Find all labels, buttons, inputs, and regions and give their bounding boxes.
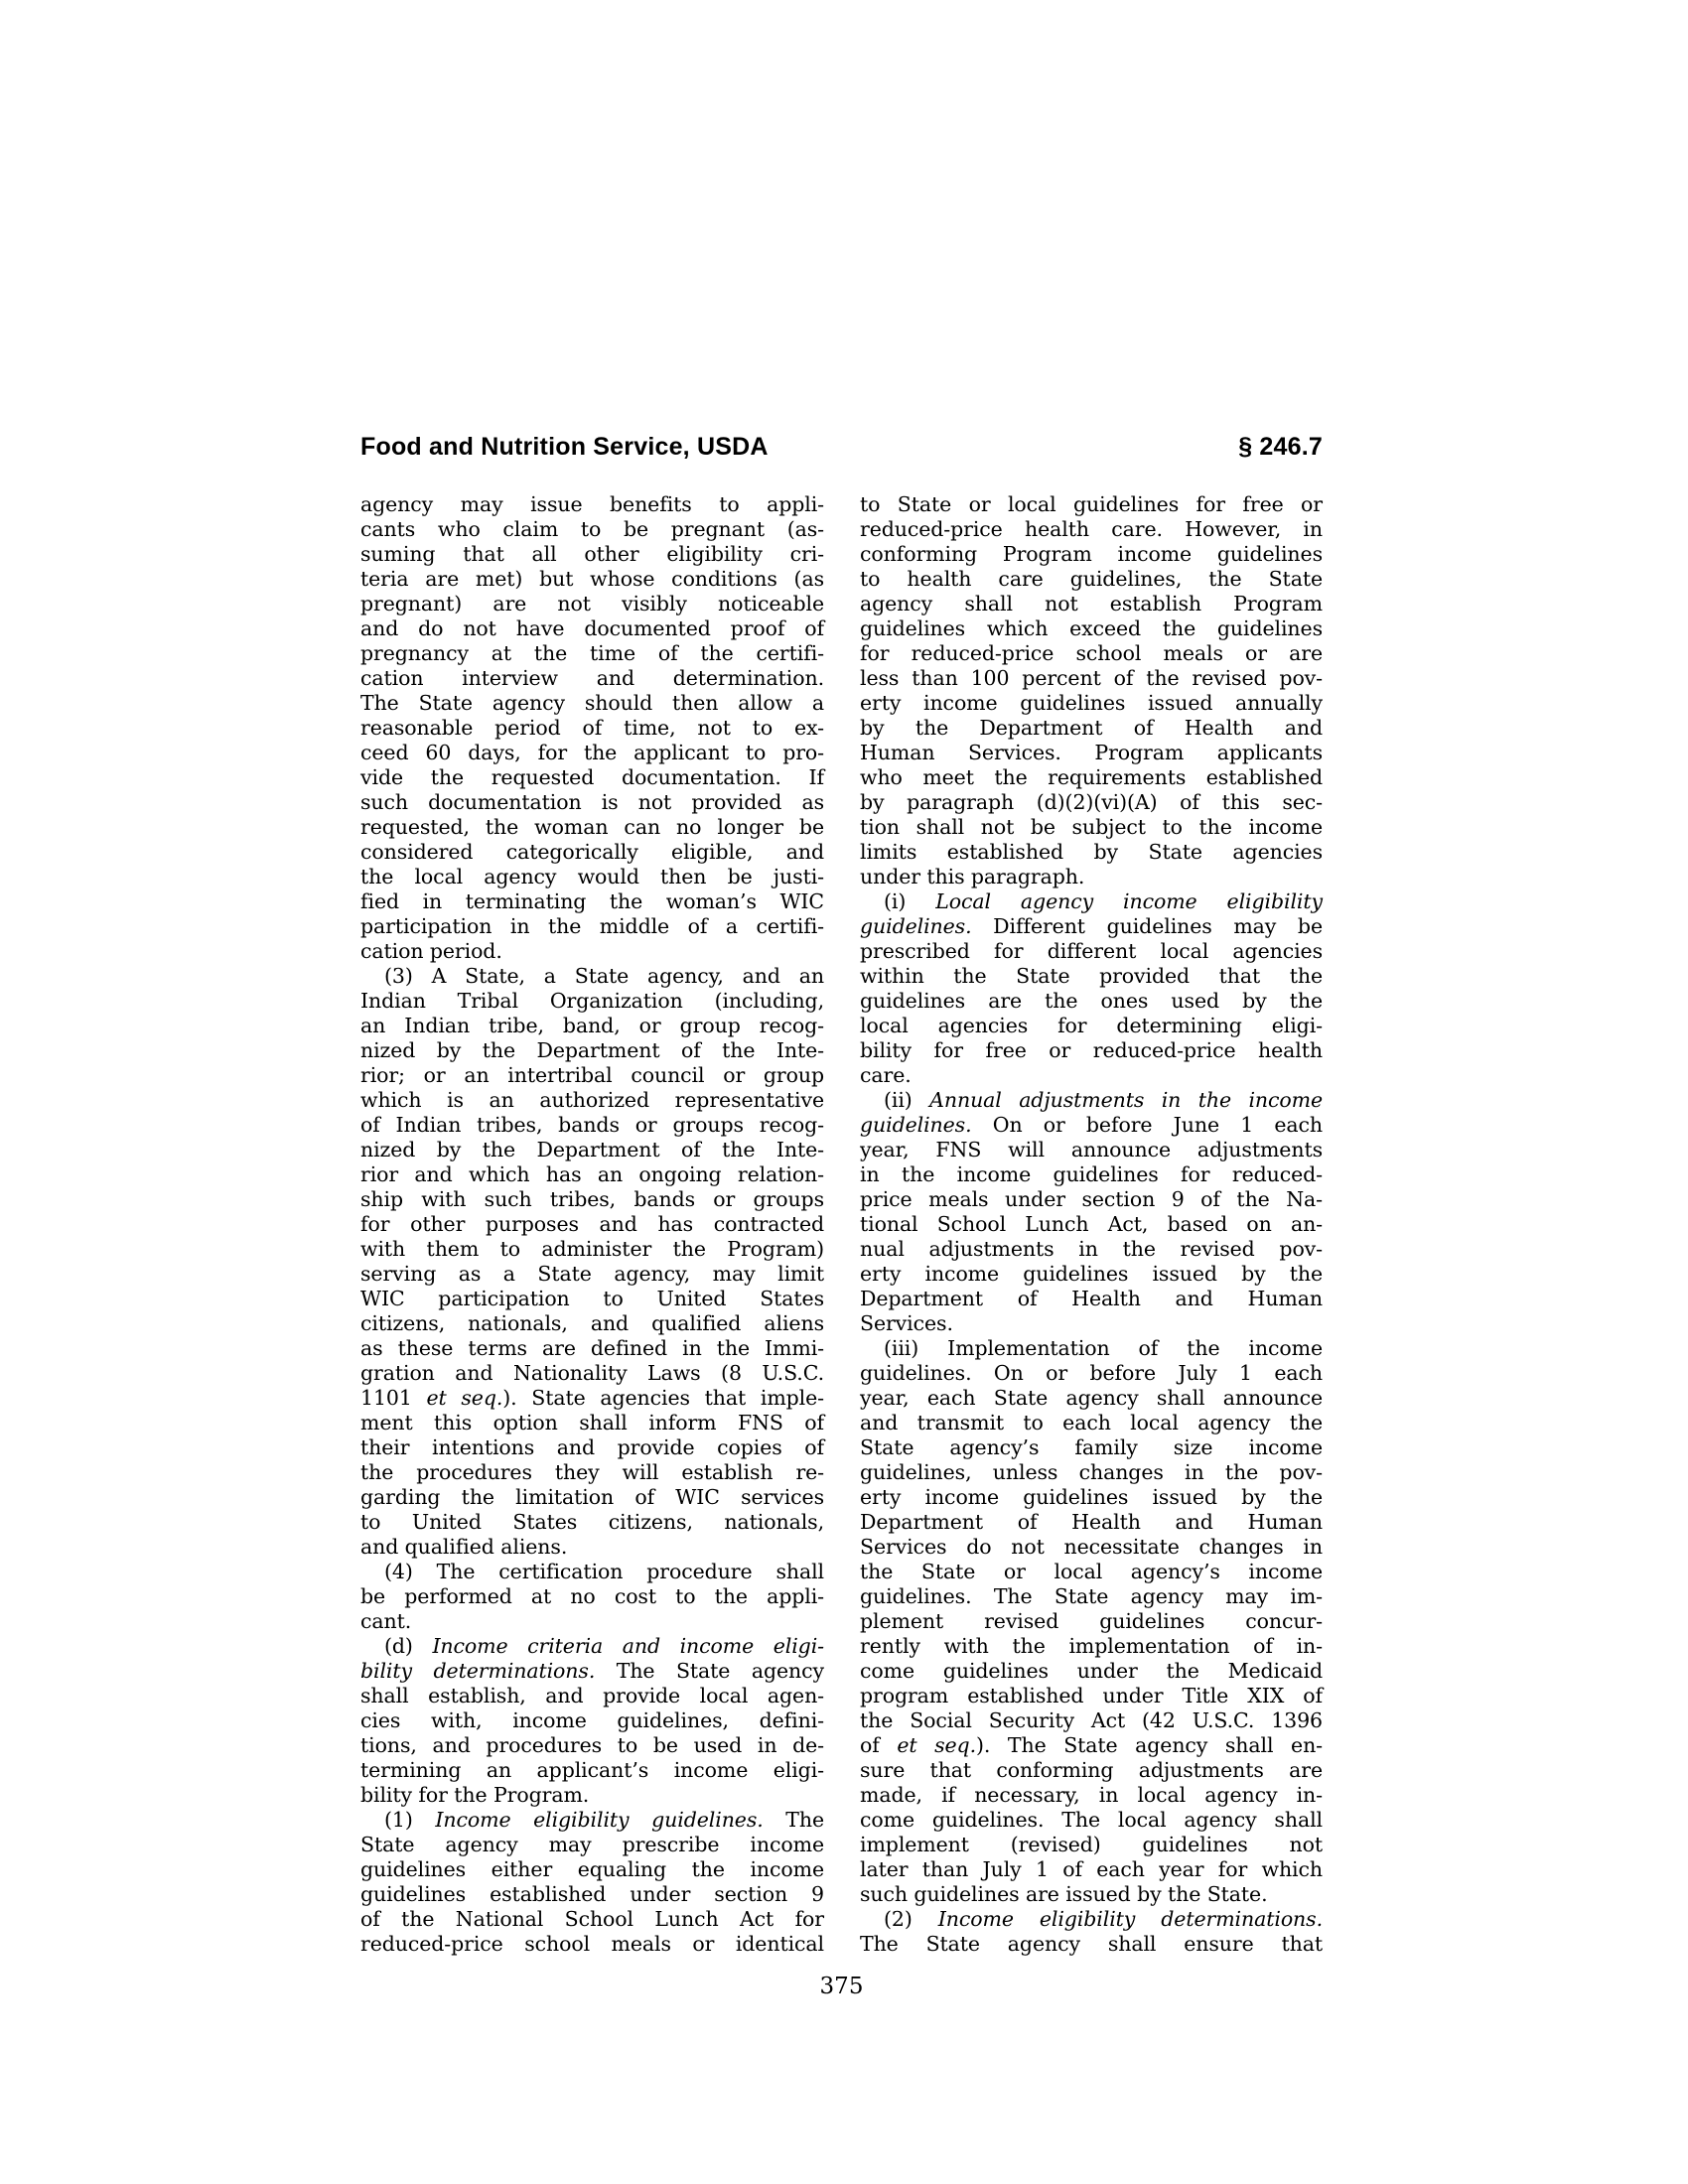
text-line: and do not have documented proof of [360, 616, 824, 640]
text-line: made, if necessary, in local agency in- [860, 1783, 1323, 1807]
text-line: of et seq.). The State agency shall en- [860, 1733, 1323, 1757]
text-line: ship with such tribes, bands or groups [360, 1187, 824, 1211]
text-line: ment this option shall inform FNS of [360, 1411, 824, 1434]
text-line: guidelines either equaling the income [360, 1857, 824, 1881]
text-line: rior; or an intertribal council or group [360, 1063, 824, 1087]
text-line: an Indian tribe, band, or group recog- [360, 1014, 824, 1037]
text-line: limits established by State agencies [860, 840, 1323, 864]
text-line: cant. [360, 1609, 412, 1633]
text-line: guidelines. On or before July 1 each [860, 1361, 1323, 1385]
text-line: Indian Tribal Organization (including, [360, 989, 824, 1013]
text-line: (2) Income eligibility determinations. [884, 1907, 1323, 1931]
header-agency-title: Food and Nutrition Service, USDA [360, 433, 769, 461]
text-line: and transmit to each local agency the [860, 1411, 1323, 1434]
text-line: to State or local guidelines for free or [860, 492, 1323, 516]
text-line: guidelines, unless changes in the pov- [860, 1460, 1323, 1484]
text-line: participation in the middle of a certifi- [360, 914, 824, 938]
text-line: Department of Health and Human [860, 1287, 1323, 1310]
text-line: Department of Health and Human [860, 1510, 1323, 1534]
text-line: cation interview and determination. [360, 666, 824, 690]
text-line: State agency may prescribe income [360, 1833, 824, 1856]
text-line: prescribed for different local agencies [860, 939, 1323, 963]
text-line: guidelines. Different guidelines may be [860, 914, 1323, 938]
text-line: later than July 1 of each year for which [860, 1857, 1323, 1881]
text-line: bility for free or reduced-price health [860, 1038, 1323, 1062]
text-line: reasonable period of time, not to ex- [360, 716, 824, 740]
text-line: (d) Income criteria and income eligi- [384, 1634, 824, 1658]
text-line: care. [860, 1063, 912, 1087]
text-line: nized by the Department of the Inte- [360, 1138, 824, 1161]
text-line: local agencies for determining eligi- [860, 1014, 1323, 1037]
text-line: The State agency should then allow a [360, 691, 824, 715]
text-line: year, each State agency shall announce [860, 1386, 1323, 1410]
text-line: to United States citizens, nationals, [360, 1510, 824, 1534]
text-line: cation period. [360, 939, 502, 963]
text-line: guidelines which exceed the guidelines [860, 616, 1323, 640]
text-line: pregnancy at the time of the certifi- [360, 641, 824, 665]
text-line: 1101 et seq.). State agencies that imple- [360, 1386, 824, 1410]
text-line: to health care guidelines, the State [860, 567, 1323, 591]
text-line: the local agency would then be justi- [360, 865, 824, 888]
text-line: guidelines. The State agency may im- [860, 1584, 1323, 1608]
text-line: program established under Title XIX of [860, 1684, 1323, 1707]
text-line: as these terms are defined in the Immi- [360, 1336, 824, 1360]
text-line: plement revised guidelines concur- [860, 1609, 1323, 1633]
text-line: for reduced-price school meals or are [860, 641, 1323, 665]
text-line: with them to administer the Program) [360, 1237, 824, 1261]
text-line: reduced-price health care. However, in [860, 517, 1323, 541]
text-line: price meals under section 9 of the Na- [860, 1187, 1323, 1211]
text-line: bility determinations. The State agency [360, 1659, 824, 1683]
text-line: requested, the woman can no longer be [360, 815, 824, 839]
page-number: 375 [819, 1974, 864, 1999]
text-line: erty income guidelines issued annually [860, 691, 1323, 715]
text-line: their intentions and provide copies of [360, 1435, 824, 1459]
text-line: erty income guidelines issued by the [860, 1262, 1323, 1286]
page-header [360, 433, 1323, 462]
text-line: of Indian tribes, bands or groups recog- [360, 1113, 824, 1137]
text-line: considered categorically eligible, and [360, 840, 824, 864]
text-line: within the State provided that the [860, 964, 1323, 988]
text-line: Services do not necessitate changes in [860, 1535, 1323, 1559]
text-line: shall establish, and provide local agen- [360, 1684, 824, 1707]
text-line: vide the requested documentation. If [360, 765, 824, 789]
text-line: guidelines. On or before June 1 each [860, 1113, 1323, 1137]
text-line: termining an applicant’s income eligi- [360, 1758, 824, 1782]
text-line: guidelines established under section 9 [360, 1882, 824, 1906]
text-line: ceed 60 days, for the applicant to pro- [360, 741, 824, 764]
text-line: tion shall not be subject to the income [860, 815, 1323, 839]
text-line: (iii) Implementation of the income [884, 1336, 1323, 1360]
text-line: guidelines are the ones used by the [860, 989, 1323, 1013]
text-line: who meet the requirements established [860, 765, 1323, 789]
text-line: (1) Income eligibility guidelines. The [384, 1808, 825, 1832]
text-line: citizens, nationals, and qualified aliens [360, 1311, 824, 1335]
text-line: serving as a State agency, may limit [360, 1262, 824, 1286]
text-line: the Social Security Act (42 U.S.C. 1396 [860, 1708, 1323, 1732]
text-line: pregnant) are not visibly noticeable [360, 592, 824, 615]
text-line: the State or local agency’s income [860, 1560, 1323, 1583]
text-line: and qualified aliens. [360, 1535, 568, 1559]
text-line: Human Services. Program applicants [860, 741, 1323, 764]
text-line: such guidelines are issued by the State. [860, 1882, 1268, 1906]
text-line: in the income guidelines for reduced- [860, 1162, 1323, 1186]
text-line: cies with, income guidelines, defini- [360, 1708, 824, 1732]
text-line: for other purposes and has contracted [360, 1212, 824, 1236]
text-line: erty income guidelines issued by the [860, 1485, 1323, 1509]
text-column-left [360, 492, 824, 1957]
text-line: which is an authorized representative [360, 1088, 824, 1112]
text-line: (3) A State, a State agency, and an [384, 964, 824, 988]
text-line: be performed at no cost to the appli- [360, 1584, 824, 1608]
text-line: (4) The certification procedure shall [384, 1560, 824, 1583]
text-line: teria are met) but whose conditions (as [360, 567, 824, 591]
text-line: suming that all other eligibility cri- [360, 542, 824, 566]
text-line: such documentation is not provided as [360, 790, 824, 814]
text-line: less than 100 percent of the revised pov- [860, 666, 1323, 690]
text-line: sure that conforming adjustments are [860, 1758, 1323, 1782]
text-line: conforming Program income guidelines [860, 542, 1323, 566]
text-column-right [860, 492, 1323, 1957]
text-line: (i) Local agency income eligibility [884, 889, 1323, 913]
text-line: (ii) Annual adjustments in the income [884, 1088, 1323, 1112]
text-line: under this paragraph. [860, 865, 1085, 888]
text-line: of the National School Lunch Act for [360, 1907, 824, 1931]
text-line: by paragraph (d)(2)(vi)(A) of this sec- [860, 790, 1323, 814]
text-line: nual adjustments in the revised pov- [860, 1237, 1323, 1261]
text-line: come guidelines. The local agency shall [860, 1808, 1323, 1832]
text-line: tions, and procedures to be used in de- [360, 1733, 824, 1757]
text-line: rior and which has an ongoing relation- [360, 1162, 824, 1186]
text-line: The State agency shall ensure that [860, 1932, 1323, 1956]
text-line: by the Department of Health and [860, 716, 1323, 740]
text-line: Services. [860, 1311, 953, 1335]
text-line: bility for the Program. [360, 1783, 590, 1807]
text-line: cants who claim to be pregnant (as- [360, 517, 824, 541]
text-line: fied in terminating the woman’s WIC [360, 889, 824, 913]
text-line: year, FNS will announce adjustments [860, 1138, 1323, 1161]
text-line: WIC participation to United States [360, 1287, 824, 1310]
text-line: reduced-price school meals or identical [360, 1932, 824, 1956]
text-line: agency may issue benefits to appli- [360, 492, 824, 516]
text-line: come guidelines under the Medicaid [860, 1659, 1323, 1683]
text-line: garding the limitation of WIC services [360, 1485, 824, 1509]
text-line: the procedures they will establish re- [360, 1460, 824, 1484]
text-line: nized by the Department of the Inte- [360, 1038, 824, 1062]
text-line: rently with the implementation of in- [860, 1634, 1323, 1658]
text-line: State agency’s family size income [860, 1435, 1323, 1459]
text-line: tional School Lunch Act, based on an- [860, 1212, 1323, 1236]
text-line: implement (revised) guidelines not [860, 1833, 1323, 1856]
text-line: gration and Nationality Laws (8 U.S.C. [360, 1361, 824, 1385]
header-section-number: § 246.7 [1238, 433, 1323, 461]
text-line: agency shall not establish Program [860, 592, 1323, 615]
